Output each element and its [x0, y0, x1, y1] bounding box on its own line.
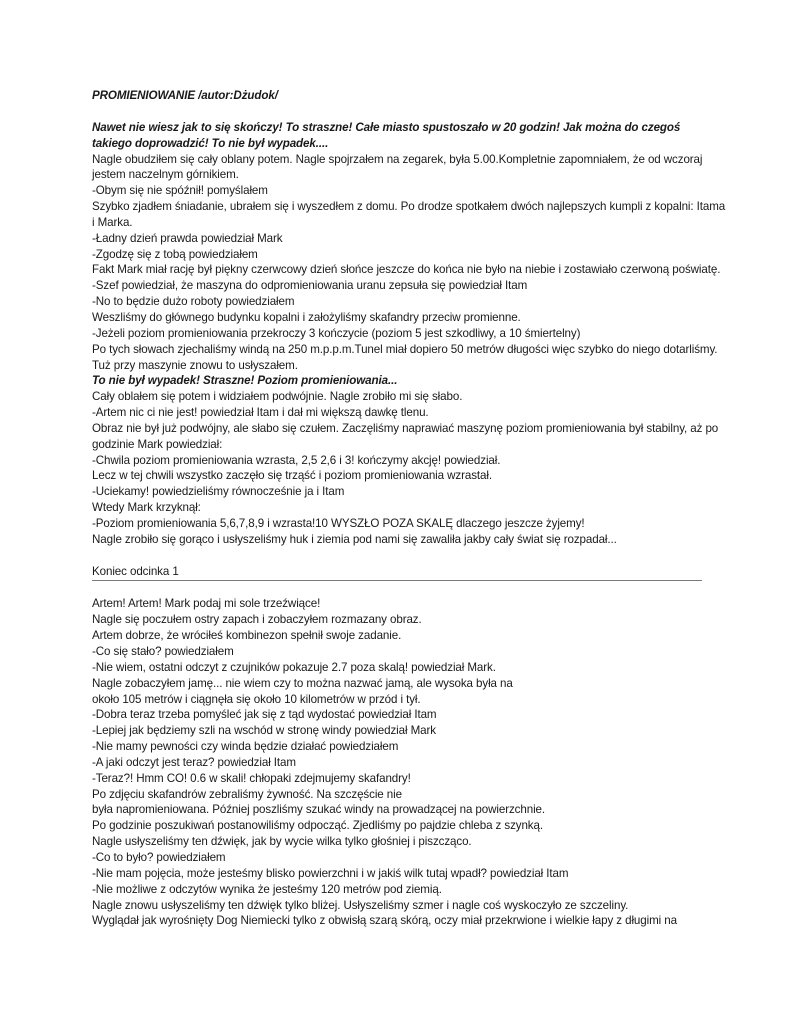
text-line: -Uciekamy! powiedzieliśmy równocześnie ja i Itam [92, 485, 345, 499]
text-line: około 105 metrów i ciągnęła się około 10 kilometrów w przód i tył. [92, 692, 421, 706]
text-line: godzinie Mark powiedział: [92, 437, 223, 451]
text-line: Artem! Artem! Mark podaj mi sole trzeźwiące! [92, 597, 321, 611]
text-line: Tuż przy maszynie znowu to usłyszałem. [92, 358, 298, 372]
text-line: -Chwila poziom promieniowania wzrasta, 2,5 2,6 i 3! kończymy akcję! powiedział. [92, 453, 501, 467]
text-line: -Obym się nie spóźnił! pomyślałem [92, 184, 268, 198]
text-line: Po zdjęciu skafandrów zebraliśmy żywność. Na szczęście nie [92, 787, 402, 801]
text-line: Lecz w tej chwili wszystko zaczęło się trząść i poziom promieniowania wzrastał. [92, 469, 492, 483]
text-line: Nagle zobaczyłem jamę... nie wiem czy to można nazwać jamą, ale wysoka była na [92, 676, 513, 690]
text-line: Nagle usłyszeliśmy ten dźwięk, jak by wycie wilka tylko głośniej i piszcząco. [92, 835, 472, 849]
text-line: Artem dobrze, że wróciłeś kombinezon spełnił swoje zadanie. [92, 629, 402, 643]
text-line: Wyglądał jak wyrośnięty Dog Niemiecki tylko z obwisłą szarą skórą, oczy miał przekrwione i wielkie łapy z długimi na [92, 914, 677, 928]
text-line: Weszliśmy do głównego budynku kopalni i założyliśmy skafandry przeciw promienne. [92, 310, 521, 324]
text-line: -Zgodzę się z tobą powiedziałem [92, 247, 258, 261]
text-line: jestem naczelnym górnikiem. [92, 168, 239, 182]
text-line: Obraz nie był już podwójny, ale słabo się czułem. Zaczęliśmy naprawiać maszynę poziom promieniowania był stabilny, aż po [92, 421, 719, 435]
document-body [92, 88, 752, 929]
text-line: Szybko zjadłem śniadanie, ubrałem się i wyszedłem z domu. Po drodze spotkałem dwóch najlepszych kumpli z kopalni: Itama [92, 200, 726, 214]
document-title: PROMIENIOWANIE /autor:Dżudok/ [92, 89, 278, 102]
text-line: -Nie mam pojęcia, może jesteśmy blisko powierzchni i w jakiś wilk tutaj wpadł? powiedział Itam [92, 866, 569, 880]
text-line: Nawet nie wiesz jak to się skończy! To straszne! Całe miasto spustoszało w 20 godzin! Jak można do czegoś [92, 120, 681, 134]
text-line: -Co to było? powiedziałem [92, 850, 226, 864]
text-line: Fakt Mark miał rację był piękny czerwcowy dzień słońce jeszcze do końca nie było na niebie i zostawiało czerwoną poświatę. [92, 263, 721, 277]
text-line: -Teraz?! Hmm CO! 0.6 w skali! chłopaki zdejmujemy skafandry! [92, 771, 411, 785]
text-line: była napromieniowana. Później poszliśmy szukać windy na prowadzącej na powierzchnie. [92, 803, 546, 817]
text-line: Cały oblałem się potem i widziałem podwójnie. Nagle zrobiło mi się słabo. [92, 390, 463, 404]
text-line: Nagle zrobiło się gorąco i usłyszeliśmy huk i ziemia pod nami się zawaliła jakby cały świat się rozpadał... [92, 532, 617, 546]
story-part-2 [92, 596, 752, 929]
text-line: Nagle znowu usłyszeliśmy ten dźwięk tylko bliżej. Usłyszeliśmy szmer i nagle coś wyskoczyło ze szczeliny. [92, 898, 629, 912]
text-line: -Jeżeli poziom promieniowania przekroczy 3 kończycie (poziom 5 jest szkodliwy, a 10 śmiertelny) [92, 326, 581, 340]
text-line: -A jaki odczyt jest teraz? powiedział Itam [92, 755, 296, 769]
text-line: To nie był wypadek! Straszne! Poziom promieniowania... [92, 374, 398, 388]
text-line: Po godzinie poszukiwań postanowiliśmy odpocząć. Zjedliśmy po pajdzie chleba z szynką. [92, 819, 543, 833]
text-line: -Co się stało? powiedziałem [92, 645, 234, 658]
text-line: Po tych słowach zjechaliśmy windą na 250 m.p.p.m.Tunel miał dopiero 50 metrów długości więc szybko do niego dotarliśmy. [92, 342, 718, 356]
paragraph-gap [92, 548, 752, 564]
episode-end-label: Koniec odcinka 1 [92, 564, 179, 578]
text-line: -Lepiej jak będziemy szli na wschód w stronę windy powiedział Mark [92, 724, 436, 738]
text-line: -Poziom promieniowania 5,6,7,8,9 i wzrasta!10 WYSZŁO POZA SKALĘ dlaczego jeszcze żyjemy! [92, 516, 585, 530]
text-line: -Nie możliwe z odczytów wynika że jesteśmy 120 metrów pod ziemią. [92, 882, 442, 896]
text-line: -Nie wiem, ostatni odczyt z czujników pokazuje 2.7 poza skalą! powiedział Mark. [92, 660, 496, 674]
text-line: takiego doprowadzić! To nie był wypadek.... [92, 136, 329, 150]
text-line: -Nie mamy pewności czy winda będzie działać powiedziałem [92, 740, 399, 754]
text-line: -No to będzie dużo roboty powiedziałem [92, 295, 295, 309]
section-divider [92, 580, 702, 581]
text-line: -Ładny dzień prawda powiedział Mark [92, 231, 283, 245]
story-part-1 [92, 120, 752, 548]
text-line: Wtedy Mark krzyknął: [92, 501, 201, 515]
text-line: Nagle się poczułem ostry zapach i zobaczyłem rozmazany obraz. [92, 613, 422, 627]
text-line: i Marka. [92, 215, 133, 229]
text-line: -Artem nic ci nie jest! powiedział Itam i dał mi większą dawkę tlenu. [92, 406, 429, 420]
text-line: -Szef powiedział, że maszyna do odpromieniowania uranu zepsuła się powiedział Itam [92, 279, 528, 293]
text-line: -Dobra teraz trzeba pomyśleć jak się z tąd wydostać powiedział Itam [92, 708, 437, 722]
text-line: Nagle obudziłem się cały oblany potem. Nagle spojrzałem na zegarek, była 5.00.Kompletnie zapomniałem, że od wczoraj [92, 152, 703, 166]
